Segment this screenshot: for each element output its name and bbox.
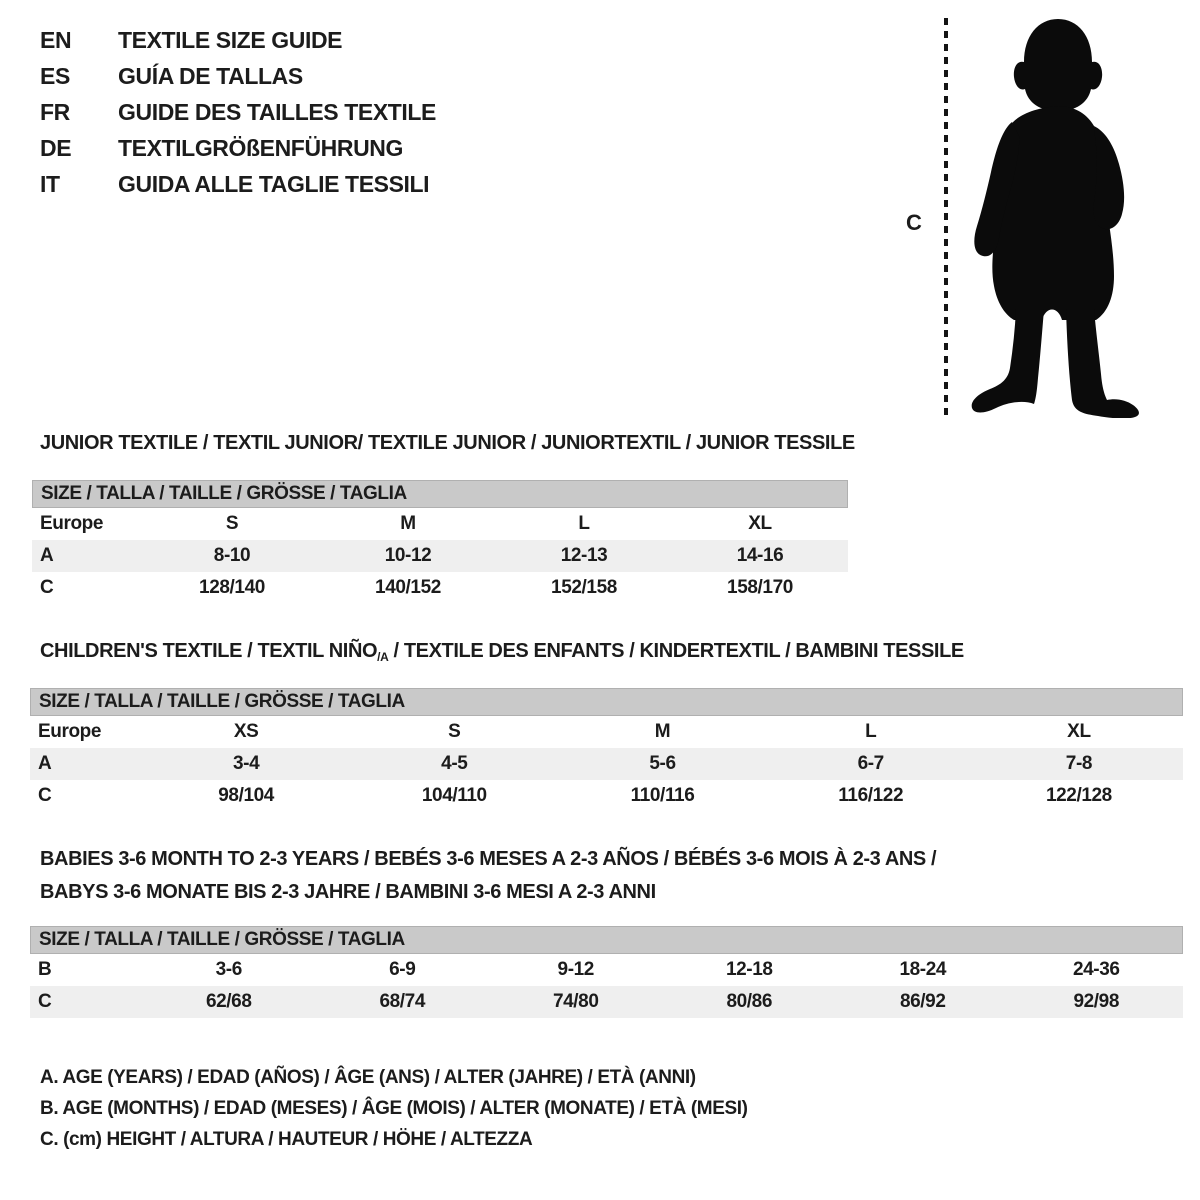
height-measure-dashed-line <box>944 18 948 416</box>
table-row-europe <box>32 508 848 540</box>
table-row-c <box>30 986 1183 1018</box>
table-cell: 104/110 <box>421 785 487 806</box>
table-cell: 12-18 <box>725 959 773 980</box>
table-row-c <box>32 572 848 604</box>
children-title-subscript: /A <box>377 650 389 664</box>
legend-line-b: B. AGE (MONTHS) / EDAD (MESES) / ÂGE (MOIS) / ALTER (MONATE) / ETÀ (MESI) <box>40 1098 748 1119</box>
children-table-rows <box>30 716 1183 812</box>
table-cell: 14-16 <box>736 545 784 566</box>
toddler-silhouette-image <box>958 14 1146 418</box>
table-cell: 140/152 <box>375 577 441 598</box>
table-cell: 3-4 <box>232 753 260 774</box>
language-title: TEXTILGRÖßENFÜHRUNG <box>118 134 403 161</box>
table-cell: 62/68 <box>205 991 252 1012</box>
children-title-pre: CHILDREN'S TEXTILE / TEXTIL NIÑO <box>40 640 378 662</box>
legend-line-a: A. AGE (YEARS) / EDAD (AÑOS) / ÂGE (ANS) / ALTER (JAHRE) / ETÀ (ANNI) <box>40 1067 696 1088</box>
table-cell: 128/140 <box>199 577 265 598</box>
table-cell: 110/116 <box>630 785 695 806</box>
table-cell: XS <box>233 721 259 742</box>
table-row-c <box>30 780 1183 812</box>
table-row-a <box>30 748 1183 780</box>
children-section-title <box>40 640 964 664</box>
language-title-list <box>40 22 436 202</box>
row-label: A <box>40 545 54 566</box>
language-code: FR <box>40 98 70 125</box>
junior-size-table <box>32 480 848 604</box>
babies-table-rows <box>30 954 1183 1018</box>
language-title: GUIDA ALLE TAGLIE TESSILI <box>118 170 430 197</box>
table-cell: 122/128 <box>1045 785 1112 806</box>
table-cell: M <box>654 721 671 742</box>
table-cell: 7-8 <box>1065 753 1093 774</box>
measure-label-c: C <box>906 210 922 235</box>
junior-section-title: JUNIOR TEXTILE / TEXTIL JUNIOR/ TEXTILE JUNIOR / JUNIORTEXTIL / JUNIOR TESSILE <box>40 432 855 454</box>
language-code: IT <box>40 170 60 197</box>
table-cell: 116/122 <box>838 785 904 806</box>
table-cell: 12-13 <box>560 545 608 566</box>
table-cell: 9-12 <box>557 959 594 980</box>
junior-table-rows <box>32 508 848 604</box>
language-row-en <box>40 22 436 58</box>
table-cell: 152/158 <box>551 577 617 598</box>
table-cell: 74/80 <box>552 991 599 1012</box>
language-row-de <box>40 130 436 166</box>
table-cell: L <box>578 513 590 534</box>
table-cell: 158/170 <box>727 577 793 598</box>
language-row-es <box>40 58 436 94</box>
language-title: GUÍA DE TALLAS <box>118 62 303 89</box>
table-cell: 5-6 <box>649 753 676 774</box>
table-cell: S <box>448 721 461 742</box>
table-cell: 68/74 <box>379 991 426 1012</box>
table-cell: 10-12 <box>384 545 432 566</box>
table-row-europe <box>30 716 1183 748</box>
table-cell: L <box>865 721 877 742</box>
babies-size-header: SIZE / TALLA / TAILLE / GRÖSSE / TAGLIA <box>30 926 1183 954</box>
babies-title-line-1: BABIES 3-6 MONTH TO 2-3 YEARS / BEBÉS 3-6 MESES A 2-3 AÑOS / BÉBÉS 3-6 MOIS À 2-3 ANS / <box>40 848 937 870</box>
legend-line-c: C. (cm) HEIGHT / ALTURA / HAUTEUR / HÖHE / ALTEZZA <box>40 1129 533 1150</box>
row-label: A <box>38 753 52 774</box>
table-cell: 3-6 <box>215 959 242 980</box>
silhouette-right-arm <box>1093 126 1124 229</box>
language-code: EN <box>40 26 72 53</box>
row-label: C <box>40 577 54 598</box>
row-label: Europe <box>40 513 104 534</box>
table-cell: 86/92 <box>899 991 946 1012</box>
babies-size-table <box>30 926 1183 1018</box>
table-row-a <box>32 540 848 572</box>
babies-title-line-2: BABYS 3-6 MONATE BIS 2-3 JAHRE / BAMBINI 3-6 MESI A 2-3 ANNI <box>40 881 656 903</box>
row-label: C <box>38 991 52 1012</box>
language-row-fr <box>40 94 436 130</box>
language-title: TEXTILE SIZE GUIDE <box>118 26 343 53</box>
table-cell: XL <box>1067 721 1091 742</box>
table-cell: 98/104 <box>218 785 274 806</box>
table-cell: 92/98 <box>1073 991 1120 1012</box>
language-code: DE <box>40 134 72 161</box>
table-cell: 18-24 <box>899 959 947 980</box>
table-cell: M <box>400 513 416 534</box>
table-cell: 8-10 <box>213 545 251 566</box>
table-cell: 80/86 <box>726 991 773 1012</box>
babies-section-title <box>40 843 936 909</box>
children-size-table <box>30 688 1183 812</box>
table-cell: 4-5 <box>441 753 468 774</box>
language-row-it <box>40 166 436 202</box>
row-label: B <box>38 959 52 980</box>
table-row-b <box>30 954 1183 986</box>
row-label: Europe <box>38 721 102 742</box>
language-title: GUIDE DES TAILLES TEXTILE <box>118 98 436 125</box>
legend <box>40 1062 748 1155</box>
table-cell: 24-36 <box>1072 959 1120 980</box>
silhouette-right-leg <box>1066 309 1139 418</box>
language-code: ES <box>40 62 70 89</box>
silhouette-left-leg <box>972 309 1044 413</box>
table-cell: 6-7 <box>857 753 884 774</box>
silhouette-head <box>1014 19 1102 111</box>
table-cell: XL <box>748 513 772 534</box>
children-title-post: / TEXTILE DES ENFANTS / KINDERTEXTIL / BAMBINI TESSILE <box>388 640 964 662</box>
row-label: C <box>38 785 52 806</box>
children-size-header: SIZE / TALLA / TAILLE / GRÖSSE / TAGLIA <box>30 688 1183 716</box>
table-cell: 6-9 <box>389 959 416 980</box>
junior-size-header: SIZE / TALLA / TAILLE / GRÖSSE / TAGLIA <box>32 480 848 508</box>
table-cell: S <box>225 513 239 534</box>
